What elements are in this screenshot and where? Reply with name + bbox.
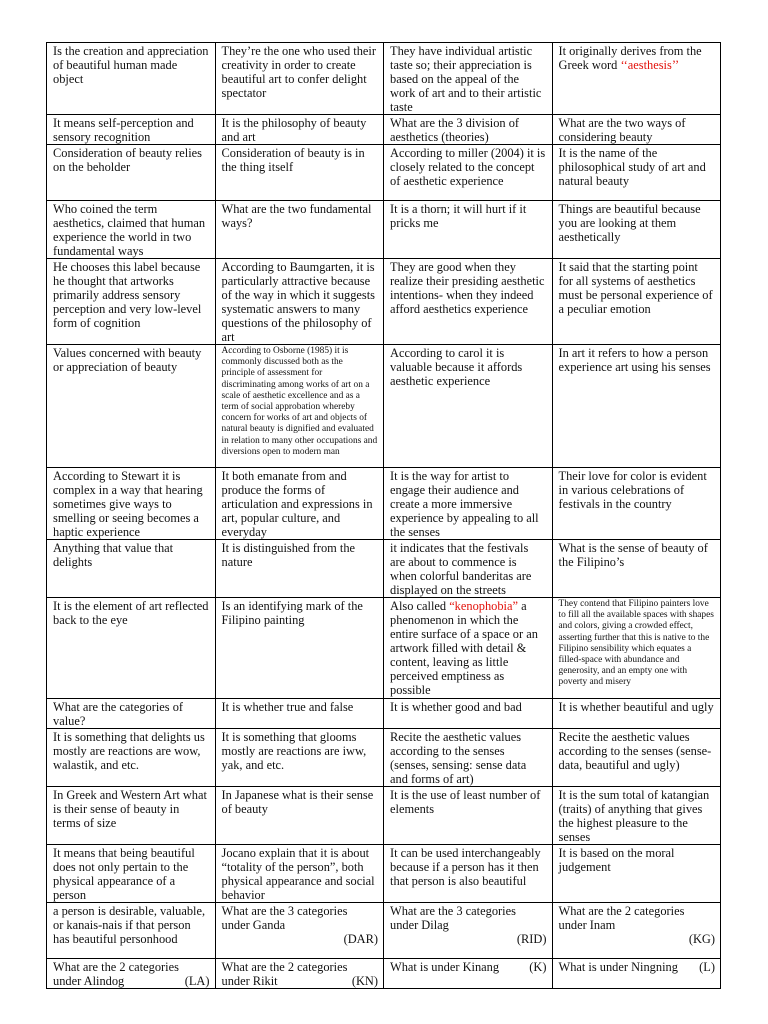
table-row — [47, 699, 721, 729]
table-cell — [552, 903, 721, 959]
table-cell: it indicates that the festivals are about to commence is when colorful banderitas are displayed on the streets — [384, 540, 553, 598]
table-cell — [215, 903, 384, 959]
cell-text: Also called — [390, 599, 450, 613]
table-row — [47, 845, 721, 903]
table-cell: It is a thorn; it will hurt if it pricks me — [384, 201, 553, 259]
table-cell: It can be used interchangeably because if a person has it then that person is also beautiful — [384, 845, 553, 903]
table-cell: Who coined the term aesthetics, claimed that human experience the world in two fundamental ways — [47, 201, 216, 259]
table-cell — [384, 598, 553, 699]
table-cell: They have individual artistic taste so; their appreciation is based on the appeal of the work of art and to their artistic taste — [384, 43, 553, 115]
table-row — [47, 729, 721, 787]
table-cell: Anything that value that delights — [47, 540, 216, 598]
table-cell: Consideration of beauty is in the thing itself — [215, 145, 384, 201]
table-cell: What are the two ways of considering beauty — [552, 115, 721, 145]
table-cell: It both emanate from and produce the forms of articulation and expressions in art, popular culture, and everyday — [215, 468, 384, 540]
table-cell: It is the element of art reflected back to the eye — [47, 598, 216, 699]
table-cell: What are the two fundamental ways? — [215, 201, 384, 259]
cell-text: What are the 2 categories under Rikit — [221, 960, 348, 988]
table-cell: It is the name of the philosophical study of art and natural beauty — [552, 145, 721, 201]
table-cell: According to Baumgarten, it is particularly attractive because of the way in which it suggests systematic answers to many questions of the philosophy of art — [215, 259, 384, 345]
table-cell — [384, 903, 553, 959]
table-row — [47, 903, 721, 959]
table-cell: It is distinguished from the nature — [215, 540, 384, 598]
table-cell: According to miller (2004) it is closely related to the concept of aesthetic experience — [384, 145, 553, 201]
table-cell: Consideration of beauty relies on the beholder — [47, 145, 216, 201]
table-cell: What is the sense of beauty of the Filipino’s — [552, 540, 721, 598]
table-row — [47, 43, 721, 115]
table-cell: It is whether good and bad — [384, 699, 553, 729]
table-row — [47, 959, 721, 989]
cell-text: a phenomenon in which the entire surface of a space or an artwork filled with detail & content, leaving as little perceived emptiness as possible — [390, 599, 538, 697]
table-cell — [552, 959, 721, 989]
table-cell: Recite the aesthetic values according to the senses (sense-data, beautiful and ugly) — [552, 729, 721, 787]
table-row — [47, 598, 721, 699]
table-cell: According to carol it is valuable because it affords aesthetic experience — [384, 345, 553, 468]
cell-text: What are the 2 categories under Alindog — [53, 960, 179, 988]
table-cell: It means that being beautiful does not only pertain to the physical appearance of a person — [47, 845, 216, 903]
table-cell: Jocano explain that it is about “totality of the person”, both physical appearance and social behavior — [215, 845, 384, 903]
table-cell: It is the way for artist to engage their audience and create a more immersive experience by appealing to all the senses — [384, 468, 553, 540]
table-cell: What are the categories of value? — [47, 699, 216, 729]
table-cell: It is the philosophy of beauty and art — [215, 115, 384, 145]
cell-text: What are the 3 categories under Ganda — [221, 904, 348, 932]
table-cell: It means self-perception and sensory recognition — [47, 115, 216, 145]
answer-code: (KG) — [688, 932, 715, 946]
table-cell: a person is desirable, valuable, or kanais-nais if that person has beautiful personhood — [47, 903, 216, 959]
table-row — [47, 345, 721, 468]
table-cell: They are good when they realize their presiding aesthetic intentions- when they indeed afford aesthetics experience — [384, 259, 553, 345]
answer-code: (K) — [529, 960, 547, 974]
table-cell: It is the sum total of katangian (traits) of anything that gives the highest pleasure to the senses — [552, 787, 721, 845]
answer-code: (DAR) — [343, 932, 378, 946]
table-cell: In Japanese what is their sense of beauty — [215, 787, 384, 845]
table-row — [47, 201, 721, 259]
table-cell: It is based on the moral judgement — [552, 845, 721, 903]
table-cell: Their love for color is evident in various celebrations of festivals in the country — [552, 468, 721, 540]
table-cell: It said that the starting point for all systems of aesthetics must be personal experience of a peculiar emotion — [552, 259, 721, 345]
table-cell: According to Osborne (1985) it is commonly discussed both as the principle of assessment for discriminating among works of art on a scale of aesthetic excellence and as a term of social approbation whereby concern for works of art and objects of natural beauty is dignified and evaluated in relation to many other occupations and diversions open to modern man — [215, 345, 384, 468]
table-cell: It is something that glooms mostly are reactions are iww, yak, and etc. — [215, 729, 384, 787]
table-cell — [215, 959, 384, 989]
cell-text: What are the 3 categories under Dilag — [390, 904, 516, 932]
table-cell: Is an identifying mark of the Filipino painting — [215, 598, 384, 699]
highlighted-term: “kenophobia” — [449, 599, 518, 613]
table-cell: Values concerned with beauty or appreciation of beauty — [47, 345, 216, 468]
table-cell — [47, 959, 216, 989]
highlighted-term: ‘‘aesthesis’’ — [620, 58, 680, 72]
table-row — [47, 145, 721, 201]
table-cell: It is something that delights us mostly are reactions are wow, walastik, and etc. — [47, 729, 216, 787]
table-cell — [384, 959, 553, 989]
table-cell: It is whether beautiful and ugly — [552, 699, 721, 729]
table-cell: Recite the aesthetic values according to the senses (senses, sensing: sense data and forms of art) — [384, 729, 553, 787]
table-row — [47, 468, 721, 540]
table-row — [47, 540, 721, 598]
cell-text: What is under Kinang — [390, 960, 500, 974]
table-row — [47, 787, 721, 845]
table-cell: It is the use of least number of elements — [384, 787, 553, 845]
table-cell: It is whether true and false — [215, 699, 384, 729]
answer-code: (RID) — [516, 932, 547, 946]
table-cell: Is the creation and appreciation of beautiful human made object — [47, 43, 216, 115]
table-cell: In Greek and Western Art what is their sense of beauty in terms of size — [47, 787, 216, 845]
cell-text: What is under Ningning — [558, 960, 678, 974]
table-cell: He chooses this label because he thought that artworks primarily address sensory perception and very low-level form of cognition — [47, 259, 216, 345]
table-cell — [552, 43, 721, 115]
answer-code: (LA) — [184, 974, 210, 988]
table-cell: They contend that Filipino painters love to fill all the available spaces with shapes and colors, giving a crowded effect, asserting further that this is native to the Filipino sensibility which equates a filled-space with abundance and generosity, and an empty one with poverty and misery — [552, 598, 721, 699]
cell-text: What are the 2 categories under Inam — [558, 904, 685, 932]
reviewer-table — [46, 42, 721, 989]
table-row — [47, 115, 721, 145]
table-cell: What are the 3 division of aesthetics (theories) — [384, 115, 553, 145]
cell-text: It originally derives from the Greek word — [558, 44, 702, 72]
table-cell: Things are beautiful because you are looking at them aesthetically — [552, 201, 721, 259]
table-row — [47, 259, 721, 345]
answer-code: (KN) — [351, 974, 378, 988]
answer-code: (L) — [699, 960, 715, 974]
table-cell: They’re the one who used their creativity in order to create beautiful art to confer delight spectator — [215, 43, 384, 115]
table-cell: According to Stewart it is complex in a way that hearing sometimes give ways to smelling or seeing becomes a haptic experience — [47, 468, 216, 540]
table-cell: In art it refers to how a person experience art using his senses — [552, 345, 721, 468]
